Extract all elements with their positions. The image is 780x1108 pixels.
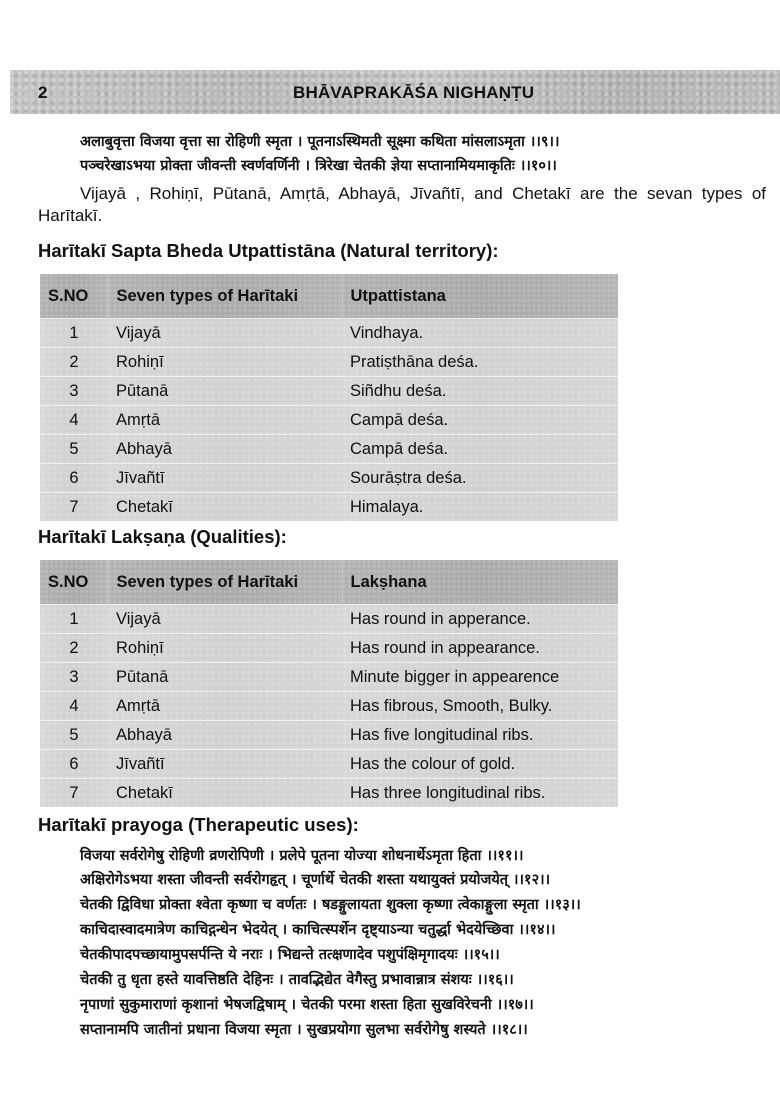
cell-territory: Vindhaya.: [342, 319, 618, 348]
cell-type: Chetakī: [108, 493, 342, 522]
cell-sno: 1: [40, 319, 108, 348]
cell-type: Pūtanā: [108, 377, 342, 406]
column-header-utpattistana: Utpattistana: [342, 274, 618, 319]
cell-sno: 4: [40, 692, 108, 721]
table-row: [40, 779, 618, 808]
table-row: [40, 493, 618, 522]
cell-territory: Himalaya.: [342, 493, 618, 522]
cell-sno: 5: [40, 721, 108, 750]
cell-quality: Has the colour of gold.: [342, 750, 618, 779]
cell-sno: 4: [40, 406, 108, 435]
cell-sno: 5: [40, 435, 108, 464]
cell-sno: 7: [40, 493, 108, 522]
sanskrit-verse: काचिदास्वादमात्रेण काचिद्गन्धेन भेदयेत् । काचित्स्पर्शेन दृष्ट्याऽन्या चतुर्द्धा भेदयेच्छिवा ।।१४।।: [80, 921, 556, 938]
sanskrit-verse: चेतकी द्विविधा प्रोक्ता श्वेता कृष्णा च वर्णतः । षडङ्गुलायता शुक्ला कृष्णा त्वेकाङ्गुला स्मृता ।।१३।।: [80, 896, 581, 913]
column-header-sno: S.NO: [40, 274, 108, 319]
cell-sno: 1: [40, 605, 108, 634]
territory-table: [40, 274, 618, 521]
cell-type: Amṛtā: [108, 692, 342, 721]
cell-territory: Pratiṣthāna deśa.: [342, 348, 618, 377]
sanskrit-verse: सप्तानामपि जातीनां प्रधाना विजया स्मृता । सुखप्रयोगा सुलभा सर्वरोगेषु शस्यते ।।१८।।: [80, 1021, 528, 1038]
section-heading-therapeutic: Harītakī prayoga (Therapeutic uses):: [38, 814, 359, 835]
sanskrit-verse: पञ्चरेखाऽभया प्रोक्ता जीवन्ती स्वर्णवर्णिनी । त्रिरेखा चेतकी ज्ञेया सप्तानामियमाकृतिः ।।१०।।: [80, 157, 557, 174]
cell-quality: Minute bigger in appearence: [342, 663, 618, 692]
sanskrit-verse: अक्षिरोगेऽभया शस्ता जीवन्ती सर्वरोगहृत् । चूर्णार्थे चेतकी शस्ता यथायुक्तं प्रयोजयेत् ।।१२।।: [80, 871, 551, 888]
cell-quality: Has fibrous, Smooth, Bulky.: [342, 692, 618, 721]
table-row: [40, 663, 618, 692]
page-number: 2: [38, 83, 48, 102]
cell-type: Rohiṇī: [108, 634, 342, 663]
table-header-row: [40, 560, 618, 605]
cell-quality: Has round in apperance.: [342, 605, 618, 634]
cell-type: Jīvañtī: [108, 464, 342, 493]
running-header: [10, 70, 780, 114]
table-row: [40, 406, 618, 435]
cell-sno: 3: [40, 377, 108, 406]
section-heading-qualities: Harītakī Lakṣaṇa (Qualities):: [38, 526, 287, 547]
sanskrit-verse: अलाबुवृत्ता विजया वृत्ता सा रोहिणी स्मृता । पूतनाऽस्थिमती सूक्ष्मा कथिता मांसलाऽमृता ।।९।।: [80, 133, 560, 150]
cell-sno: 7: [40, 779, 108, 808]
cell-type: Vijayā: [108, 319, 342, 348]
cell-sno: 6: [40, 464, 108, 493]
section-heading-territory: Harītakī Sapta Bheda Utpattistāna (Natural territory):: [38, 240, 499, 261]
table-row: [40, 348, 618, 377]
cell-type: Vijayā: [108, 605, 342, 634]
column-header-type: Seven types of Harītaki: [108, 274, 342, 319]
cell-sno: 3: [40, 663, 108, 692]
sanskrit-verse: चेतकी तु धृता हस्ते यावत्तिष्ठति देहिनः । तावद्भिद्येत वेगैस्तु प्रभावान्नात्र संशयः ।।१६।।: [80, 971, 514, 988]
table-header-row: [40, 274, 618, 319]
column-header-type: Seven types of Harītaki: [108, 560, 342, 605]
cell-type: Amṛtā: [108, 406, 342, 435]
qualities-table: [40, 560, 618, 807]
cell-type: Chetakī: [108, 779, 342, 808]
column-header-sno: S.NO: [40, 560, 108, 605]
intro-paragraph: Vijayā , Rohiṇī, Pūtanā, Amṛtā, Abhayā, Jīvañtī, and Chetakī are the sevan types of Harītakī.: [38, 184, 766, 225]
sanskrit-verse: चेतकीपादपच्छायामुपसर्पन्ति ये नराः । भिद्यन्ते तत्क्षणादेव पशुपंक्षिमृगादयः ।।१५।।: [80, 946, 500, 963]
table-row: [40, 721, 618, 750]
table-row: [40, 750, 618, 779]
cell-sno: 2: [40, 634, 108, 663]
cell-type: Abhayā: [108, 435, 342, 464]
column-header-lakshana: Lakṣhana: [342, 560, 618, 605]
cell-quality: Has round in appearance.: [342, 634, 618, 663]
cell-type: Rohiṇī: [108, 348, 342, 377]
table-row: [40, 692, 618, 721]
cell-territory: Campā deśa.: [342, 406, 618, 435]
sanskrit-verse: विजया सर्वरोगेषु रोहिणी व्रणरोपिणी । प्रलेपे पूतना योज्या शोधनार्थेऽमृता हिता ।।११।।: [80, 847, 524, 864]
cell-quality: Has three longitudinal ribs.: [342, 779, 618, 808]
table-row: [40, 377, 618, 406]
cell-sno: 6: [40, 750, 108, 779]
cell-territory: Sourāṣtra deśa.: [342, 464, 618, 493]
running-title: BHĀVAPRAKĀŚA NIGHAṆṬU: [293, 83, 535, 102]
cell-territory: Campā deśa.: [342, 435, 618, 464]
sanskrit-verse: नृपाणां सुकुमाराणां कृशानां भेषजद्विषाम् । चेतकी परमा शस्ता हिता सुखविरेचनी ।।१७।।: [80, 996, 534, 1013]
table-row: [40, 605, 618, 634]
table-row: [40, 435, 618, 464]
cell-type: Jīvañtī: [108, 750, 342, 779]
cell-type: Pūtanā: [108, 663, 342, 692]
table-row: [40, 319, 618, 348]
cell-territory: Siñdhu deśa.: [342, 377, 618, 406]
table-row: [40, 464, 618, 493]
cell-sno: 2: [40, 348, 108, 377]
cell-type: Abhayā: [108, 721, 342, 750]
table-row: [40, 634, 618, 663]
cell-quality: Has five longitudinal ribs.: [342, 721, 618, 750]
